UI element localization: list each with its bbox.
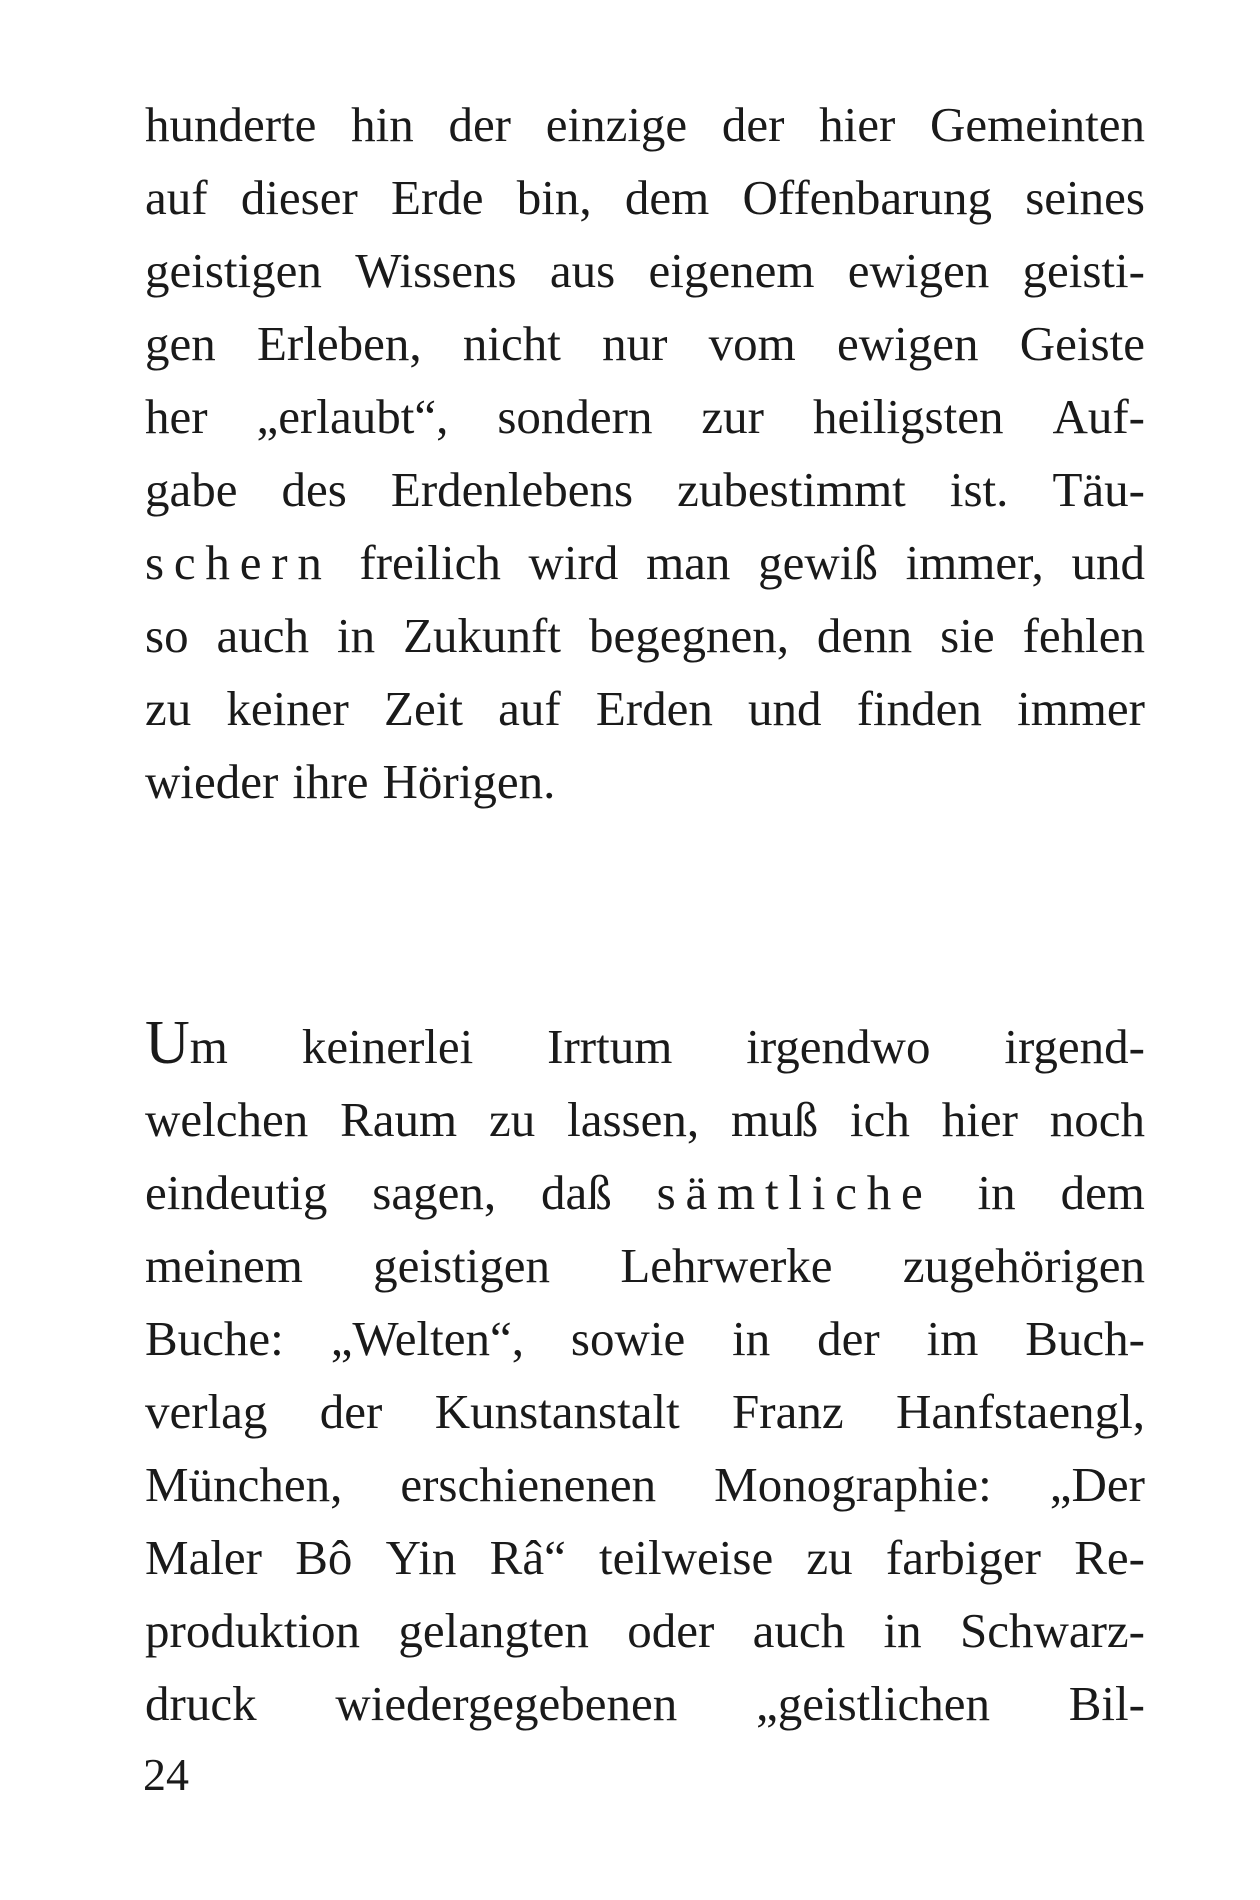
text-word: verlag	[145, 1384, 268, 1439]
text-word: Franz	[732, 1384, 844, 1439]
text-line-with-dropcap	[145, 1010, 1145, 1083]
text-word: her	[145, 389, 208, 444]
text-line	[145, 1375, 1145, 1448]
text-word: gabe	[145, 462, 238, 517]
text-word: dem	[1060, 1165, 1145, 1220]
text-word: immer	[1017, 681, 1145, 736]
text-word: gelangten	[398, 1603, 589, 1658]
text-line	[145, 599, 1145, 672]
text-word: auch	[216, 608, 310, 663]
text-word: lassen,	[567, 1092, 700, 1147]
text-word: irgendwo	[746, 1019, 931, 1074]
text-word: muß	[730, 1092, 819, 1147]
text-word: ihre	[292, 754, 369, 809]
text-word: daß	[540, 1165, 612, 1220]
text-word: gewiß	[758, 535, 878, 590]
text-word: Irrtum	[547, 1019, 673, 1074]
text-word: Hörigen.	[382, 754, 556, 809]
text-word: nicht	[462, 316, 561, 371]
text-word: zubestimmt	[677, 462, 906, 517]
text-word: in	[732, 1311, 771, 1366]
text-word: bin,	[516, 170, 592, 225]
text-word: zugehörigen	[902, 1238, 1145, 1293]
text-word: Erleben,	[257, 316, 422, 371]
text-word: hunderte	[145, 97, 317, 152]
text-word: heiligsten	[812, 389, 1004, 444]
text-word: Erdenlebens	[390, 462, 634, 517]
text-word: auf	[145, 170, 208, 225]
text-line	[145, 161, 1145, 234]
text-line	[145, 1229, 1145, 1302]
text-word: einzige	[545, 97, 688, 152]
text-word: Zeit	[384, 681, 463, 736]
first-word-rest: m	[189, 1019, 228, 1074]
text-word: Kunstanstalt	[434, 1384, 680, 1439]
text-word: „Welten“,	[330, 1311, 524, 1366]
text-word: nur	[602, 316, 668, 371]
text-word: erschienenen	[400, 1457, 657, 1512]
dropcap-letter: U	[145, 1009, 190, 1077]
text-word: Maler	[145, 1530, 262, 1585]
text-word: Offenbarung	[742, 170, 992, 225]
text-word: zu	[145, 681, 192, 736]
text-word: fehlen	[1022, 608, 1145, 663]
text-word: Buche:	[145, 1311, 284, 1366]
paragraph-continuation	[145, 88, 1145, 818]
text-word: hin	[351, 97, 414, 152]
text-line	[145, 672, 1145, 745]
text-word: der	[448, 97, 512, 152]
text-word: Re-	[1074, 1530, 1145, 1585]
text-word: sie	[940, 608, 995, 663]
text-word: München,	[145, 1457, 343, 1512]
text-word: des	[281, 462, 347, 517]
text-word: Lehrwerke	[620, 1238, 833, 1293]
text-word: vom	[708, 316, 796, 371]
text-word: sowie	[570, 1311, 686, 1366]
text-word: geistigen	[145, 243, 322, 298]
text-word: der	[817, 1311, 880, 1366]
text-word: man	[646, 535, 731, 590]
text-word: teilweise	[599, 1530, 774, 1585]
text-line	[145, 1083, 1145, 1156]
text-line	[145, 1448, 1145, 1521]
text-word: wiedergegebenen	[335, 1676, 678, 1731]
text-word: ist.	[949, 462, 1009, 517]
text-word: hier	[941, 1092, 1018, 1147]
text-word: geistigen	[373, 1238, 551, 1293]
text-word: eigenem	[648, 243, 815, 298]
text-word: in	[977, 1165, 1016, 1220]
text-word: finden	[856, 681, 982, 736]
text-word: keinerlei	[301, 1019, 474, 1074]
text-word: dieser	[240, 170, 358, 225]
text-line	[145, 380, 1145, 453]
text-line	[145, 307, 1145, 380]
text-line	[145, 1302, 1145, 1375]
text-word: ewigen	[847, 243, 990, 298]
text-word: sagen,	[372, 1165, 497, 1220]
text-word: Bil-	[1068, 1676, 1145, 1731]
text-word: hier	[819, 97, 896, 152]
text-word: zur	[701, 389, 764, 444]
text-word: in	[883, 1603, 922, 1658]
text-word: in	[337, 608, 376, 663]
text-word: denn	[816, 608, 913, 663]
text-word: sämtliche	[656, 1165, 933, 1220]
text-word: wieder	[145, 754, 279, 809]
text-line	[145, 745, 1145, 818]
text-word: zu	[806, 1530, 853, 1585]
text-word: Geiste	[1019, 316, 1145, 371]
text-word: Râ“	[489, 1530, 566, 1585]
text-word: der	[319, 1384, 383, 1439]
text-word: und	[748, 681, 822, 736]
text-word: der	[721, 97, 785, 152]
text-word: „geistlichen	[755, 1676, 991, 1731]
text-word: Buch-	[1025, 1311, 1145, 1366]
text-word: schern	[145, 535, 332, 590]
text-word: „Der	[1049, 1457, 1145, 1512]
text-word: begegnen,	[588, 608, 789, 663]
text-word: auch	[752, 1603, 846, 1658]
text-word: gen	[145, 316, 216, 371]
text-word: oder	[627, 1603, 715, 1658]
text-word: farbiger	[885, 1530, 1041, 1585]
text-word: keiner	[226, 681, 349, 736]
text-word: Wissens	[355, 243, 517, 298]
text-word: ewigen	[837, 316, 979, 371]
text-word: Raum	[340, 1092, 458, 1147]
text-word: auf	[498, 681, 561, 736]
text-word: geisti-	[1022, 243, 1145, 298]
text-word: so	[145, 608, 189, 663]
text-word: aus	[549, 243, 616, 298]
text-word: sondern	[497, 389, 653, 444]
text-line	[145, 88, 1145, 161]
text-word: produktion	[145, 1603, 361, 1658]
paragraph-new	[145, 1010, 1145, 1740]
text-word: meinem	[145, 1238, 303, 1293]
text-word: Monographie:	[714, 1457, 992, 1512]
text-word: freilich	[359, 535, 501, 590]
text-word: dem	[624, 170, 710, 225]
text-word: im	[926, 1311, 979, 1366]
text-word: „erlaubt“,	[256, 389, 449, 444]
text-word: Yin	[385, 1530, 457, 1585]
text-word: noch	[1049, 1092, 1145, 1147]
text-line	[145, 526, 1145, 599]
text-line	[145, 1667, 1145, 1740]
text-word: Bô	[295, 1530, 353, 1585]
text-word: Täu-	[1052, 462, 1145, 517]
text-word: seines	[1025, 170, 1145, 225]
text-line	[145, 234, 1145, 307]
text-word: immer,	[905, 535, 1044, 590]
text-line	[145, 1156, 1145, 1229]
text-word: eindeutig	[145, 1165, 328, 1220]
text-word: Erden	[595, 681, 713, 736]
text-word: Erde	[391, 170, 484, 225]
text-word: welchen	[145, 1092, 309, 1147]
page-number: 24	[143, 1749, 189, 1800]
text-word: zu	[489, 1092, 536, 1147]
text-word: Hanfstaengl,	[895, 1384, 1145, 1439]
text-line	[145, 1521, 1145, 1594]
text-word: ich	[849, 1092, 910, 1147]
text-line	[145, 1594, 1145, 1667]
text-word: Gemeinten	[930, 97, 1145, 152]
text-word: wird	[528, 535, 619, 590]
text-word: Auf-	[1052, 389, 1145, 444]
text-word: irgend-	[1004, 1019, 1145, 1074]
text-word: druck	[145, 1676, 257, 1731]
text-word: und	[1071, 535, 1145, 590]
text-line	[145, 453, 1145, 526]
text-word: Zukunft	[403, 608, 561, 663]
text-word: Schwarz-	[959, 1603, 1145, 1658]
